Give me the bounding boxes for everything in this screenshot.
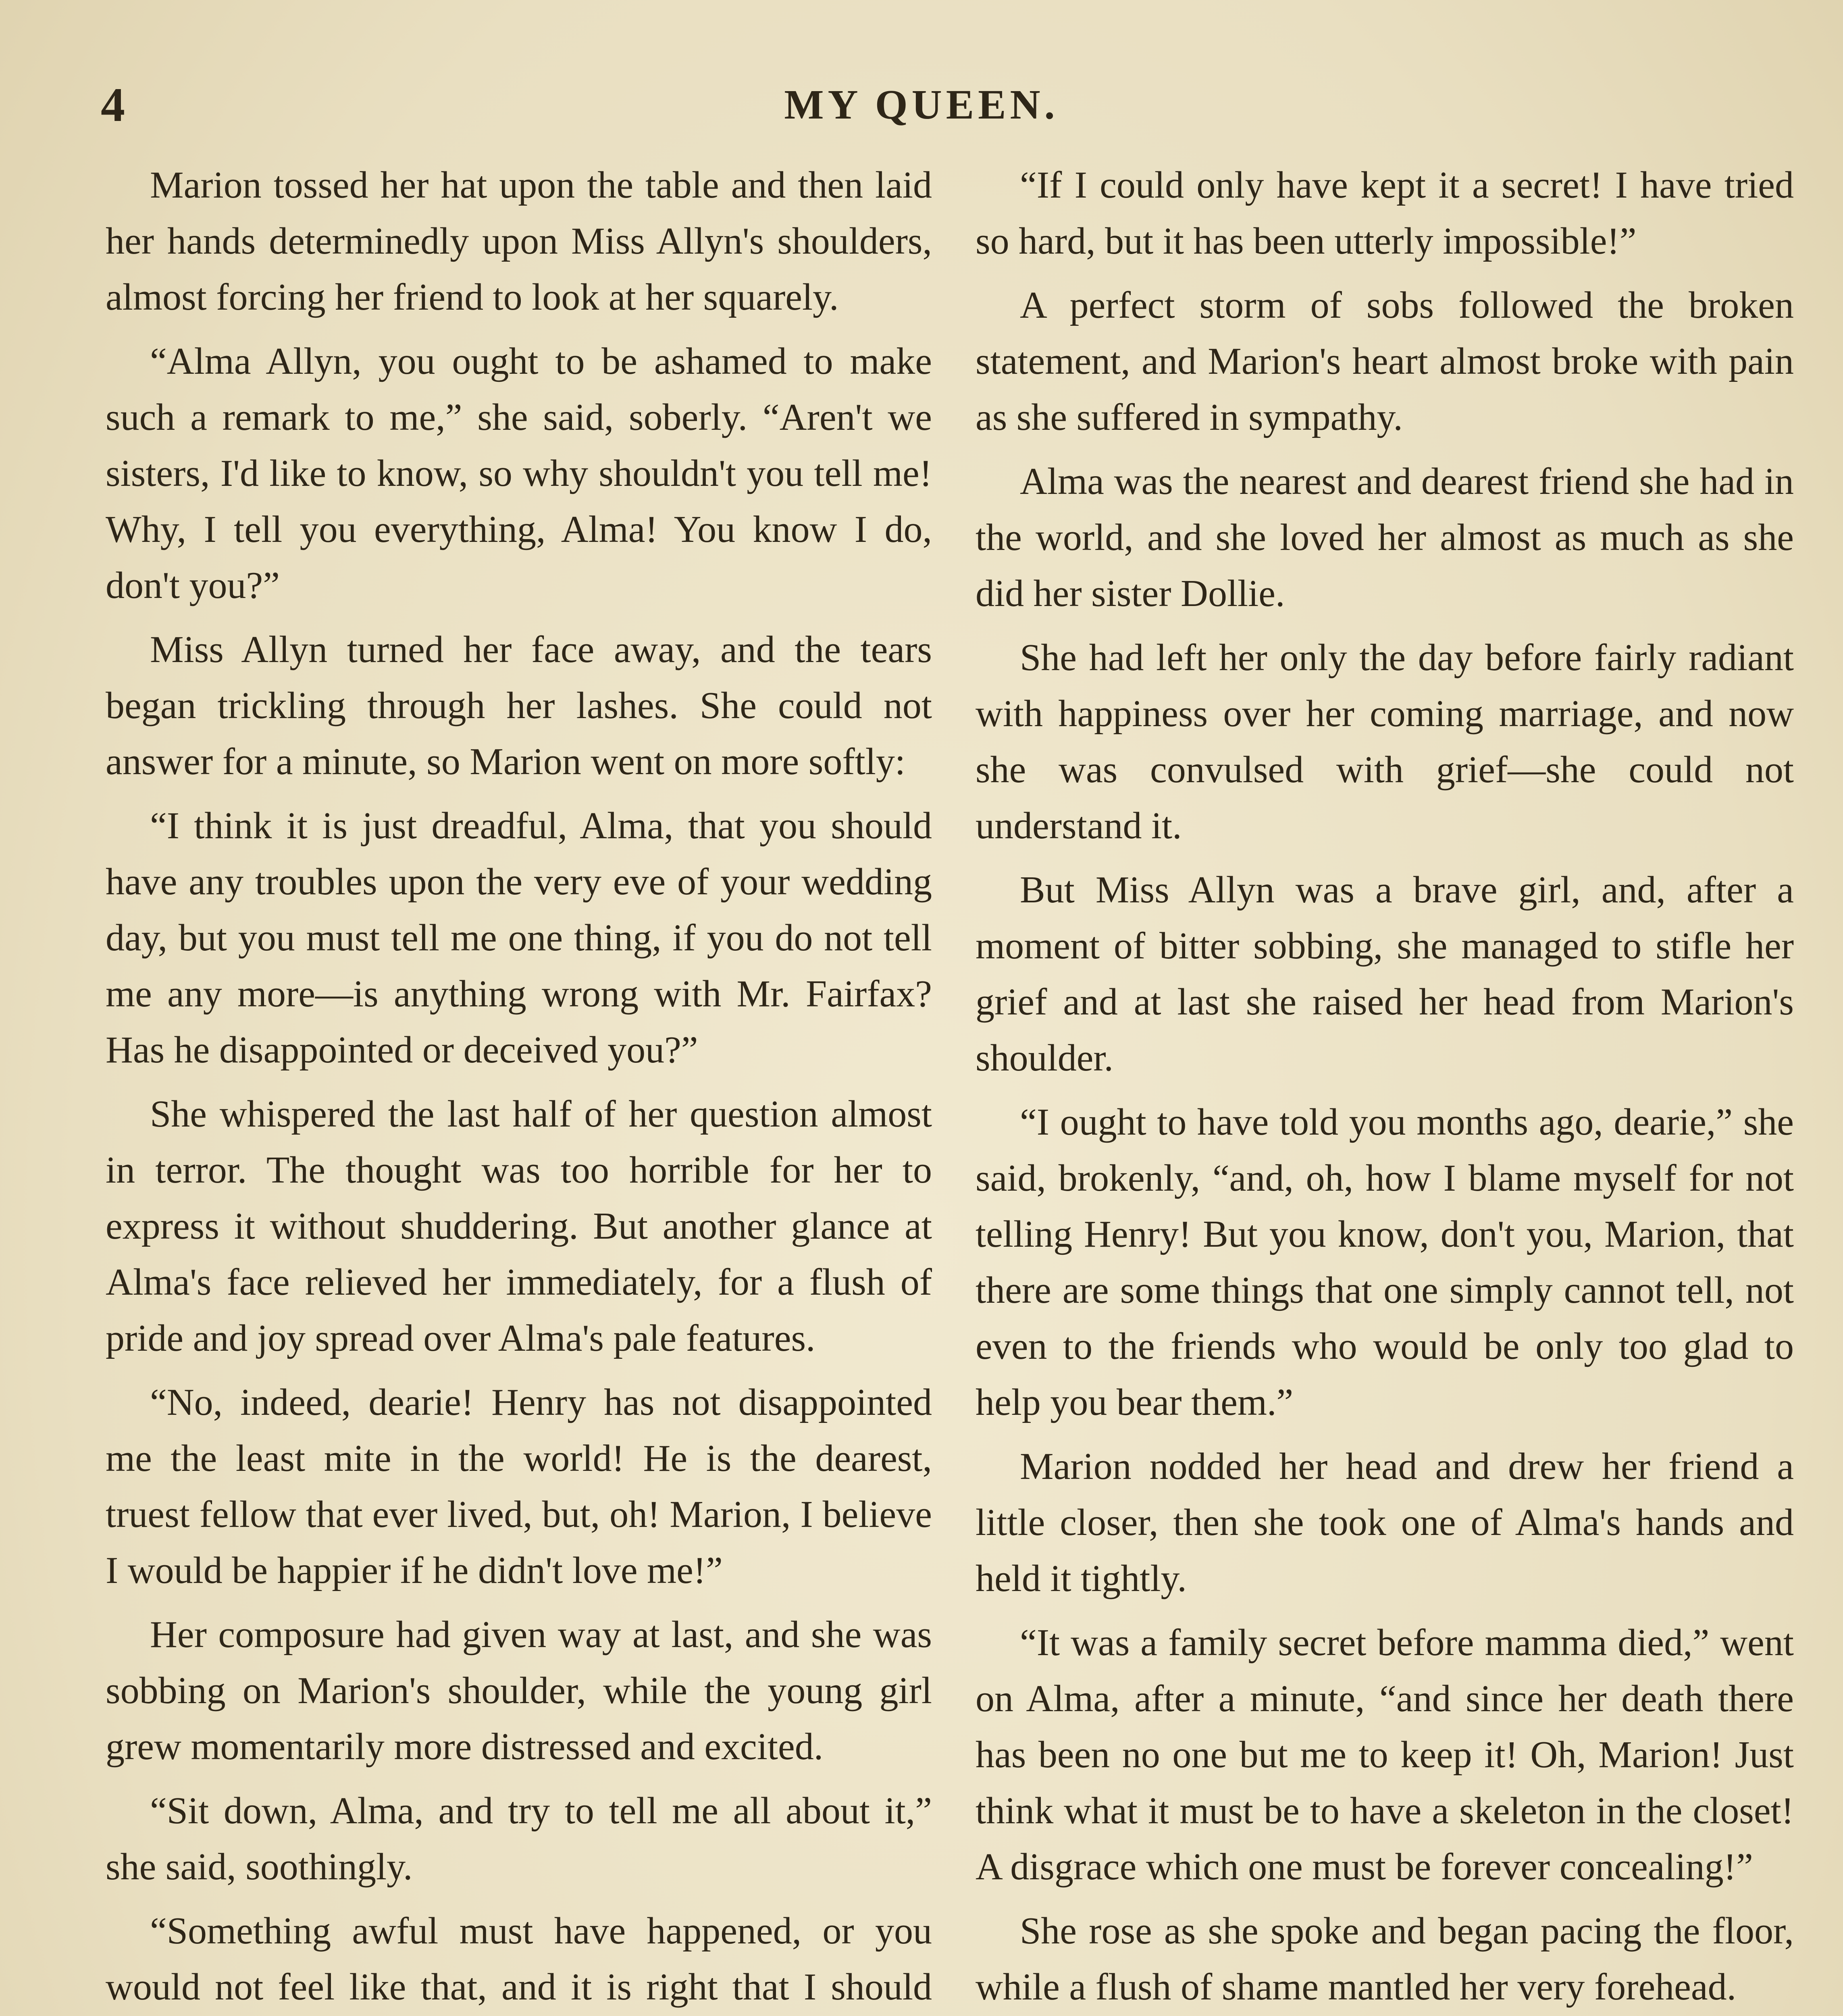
paragraph: “Something awful must have happened, or you would not feel like that, and it is right that I should [106,1910,932,2008]
right-column [976,157,1794,2016]
paragraph: A perfect storm of sobs followed the broken statement, and Marion's heart almost broke with pain as she suffered in sympathy. [976,284,1794,438]
left-column [106,157,932,2016]
paragraph: “No, indeed, dearie! Henry has not disappointed me the least mite in the world! He is the dearest, truest fellow that ever lived, but, oh! Marion, I believe I would be happier if he didn't love me!” [106,1381,932,1591]
paragraph: She had left her only the day before fairly radiant with happiness over her coming marriage, and now she was convulsed with grief—she could not understand it. [976,637,1794,847]
paragraph: “Sit down, Alma, and try to tell me all about it,” she said, soothingly. [106,1790,932,1888]
paragraph: “Alma Allyn, you ought to be ashamed to make such a remark to me,” she said, soberly. “Aren't we sisters, I'd like to know, so why shouldn't you tell me! Why, I tell you everything, Alma! You know I do, don't you?” [106,340,932,606]
paragraph: “If I could only have kept it a secret! I have tried so hard, but it has been utterly impossible!” [976,164,1794,262]
paragraph: She whispered the last half of her question almost in terror. The thought was too horrible for her to express it without shuddering. But another glance at Alma's face relieved her immediately, for a flush of pride and joy spread over Alma's pale features. [106,1093,932,1359]
paragraph: Marion tossed her hat upon the table and then laid her hands determinedly upon Miss Allyn's shoulders, almost forcing her friend to look at her squarely. [106,164,932,318]
paragraph: Alma was the nearest and dearest friend she had in the world, and she loved her almost as much as she did her sister Dollie. [976,460,1794,614]
page-header [0,73,1843,137]
paragraph: “I think it is just dreadful, Alma, that you should have any troubles upon the very eve of your wedding day, but you must tell me one thing, if you do not tell me any more—is anything wrong with Mr. Fairfax? Has he disappointed or deceived you?” [106,805,932,1071]
paragraph: Miss Allyn turned her face away, and the tears began trickling through her lashes. She could not answer for a minute, so Marion went on more softly: [106,629,932,783]
paragraph: “It was a family secret before mamma died,” went on Alma, after a minute, “and since her death there has been no one but me to keep it! Oh, Marion! Just think what it must be to have a skeleton in the closet! A disgrace which one must be forever concealing!” [976,1622,1794,1888]
paragraph: She rose as she spoke and began pacing the floor, while a flush of shame mantled her very forehead. [976,1910,1794,2008]
paragraph: Her composure had given way at last, and she was sobbing on Marion's shoulder, while the young girl grew momentarily more distressed and excited. [106,1614,932,1768]
page-number: 4 [101,78,125,131]
paragraph: Marion nodded her head and drew her friend a little closer, then she took one of Alma's hands and held it tightly. [976,1445,1794,1599]
paragraph: “I ought to have told you months ago, dearie,” she said, brokenly, “and, oh, how I blame myself for not telling Henry! But you know, don't you, Marion, that there are some things that one simply cannot tell, not even to the friends who would be only too glad to help you bear them.” [976,1101,1794,1423]
running-title: MY QUEEN. [784,81,1059,128]
paragraph: But Miss Allyn was a brave girl, and, after a moment of bitter sobbing, she managed to stifle her grief and at last she raised her head from Marion's shoulder. [976,869,1794,1079]
